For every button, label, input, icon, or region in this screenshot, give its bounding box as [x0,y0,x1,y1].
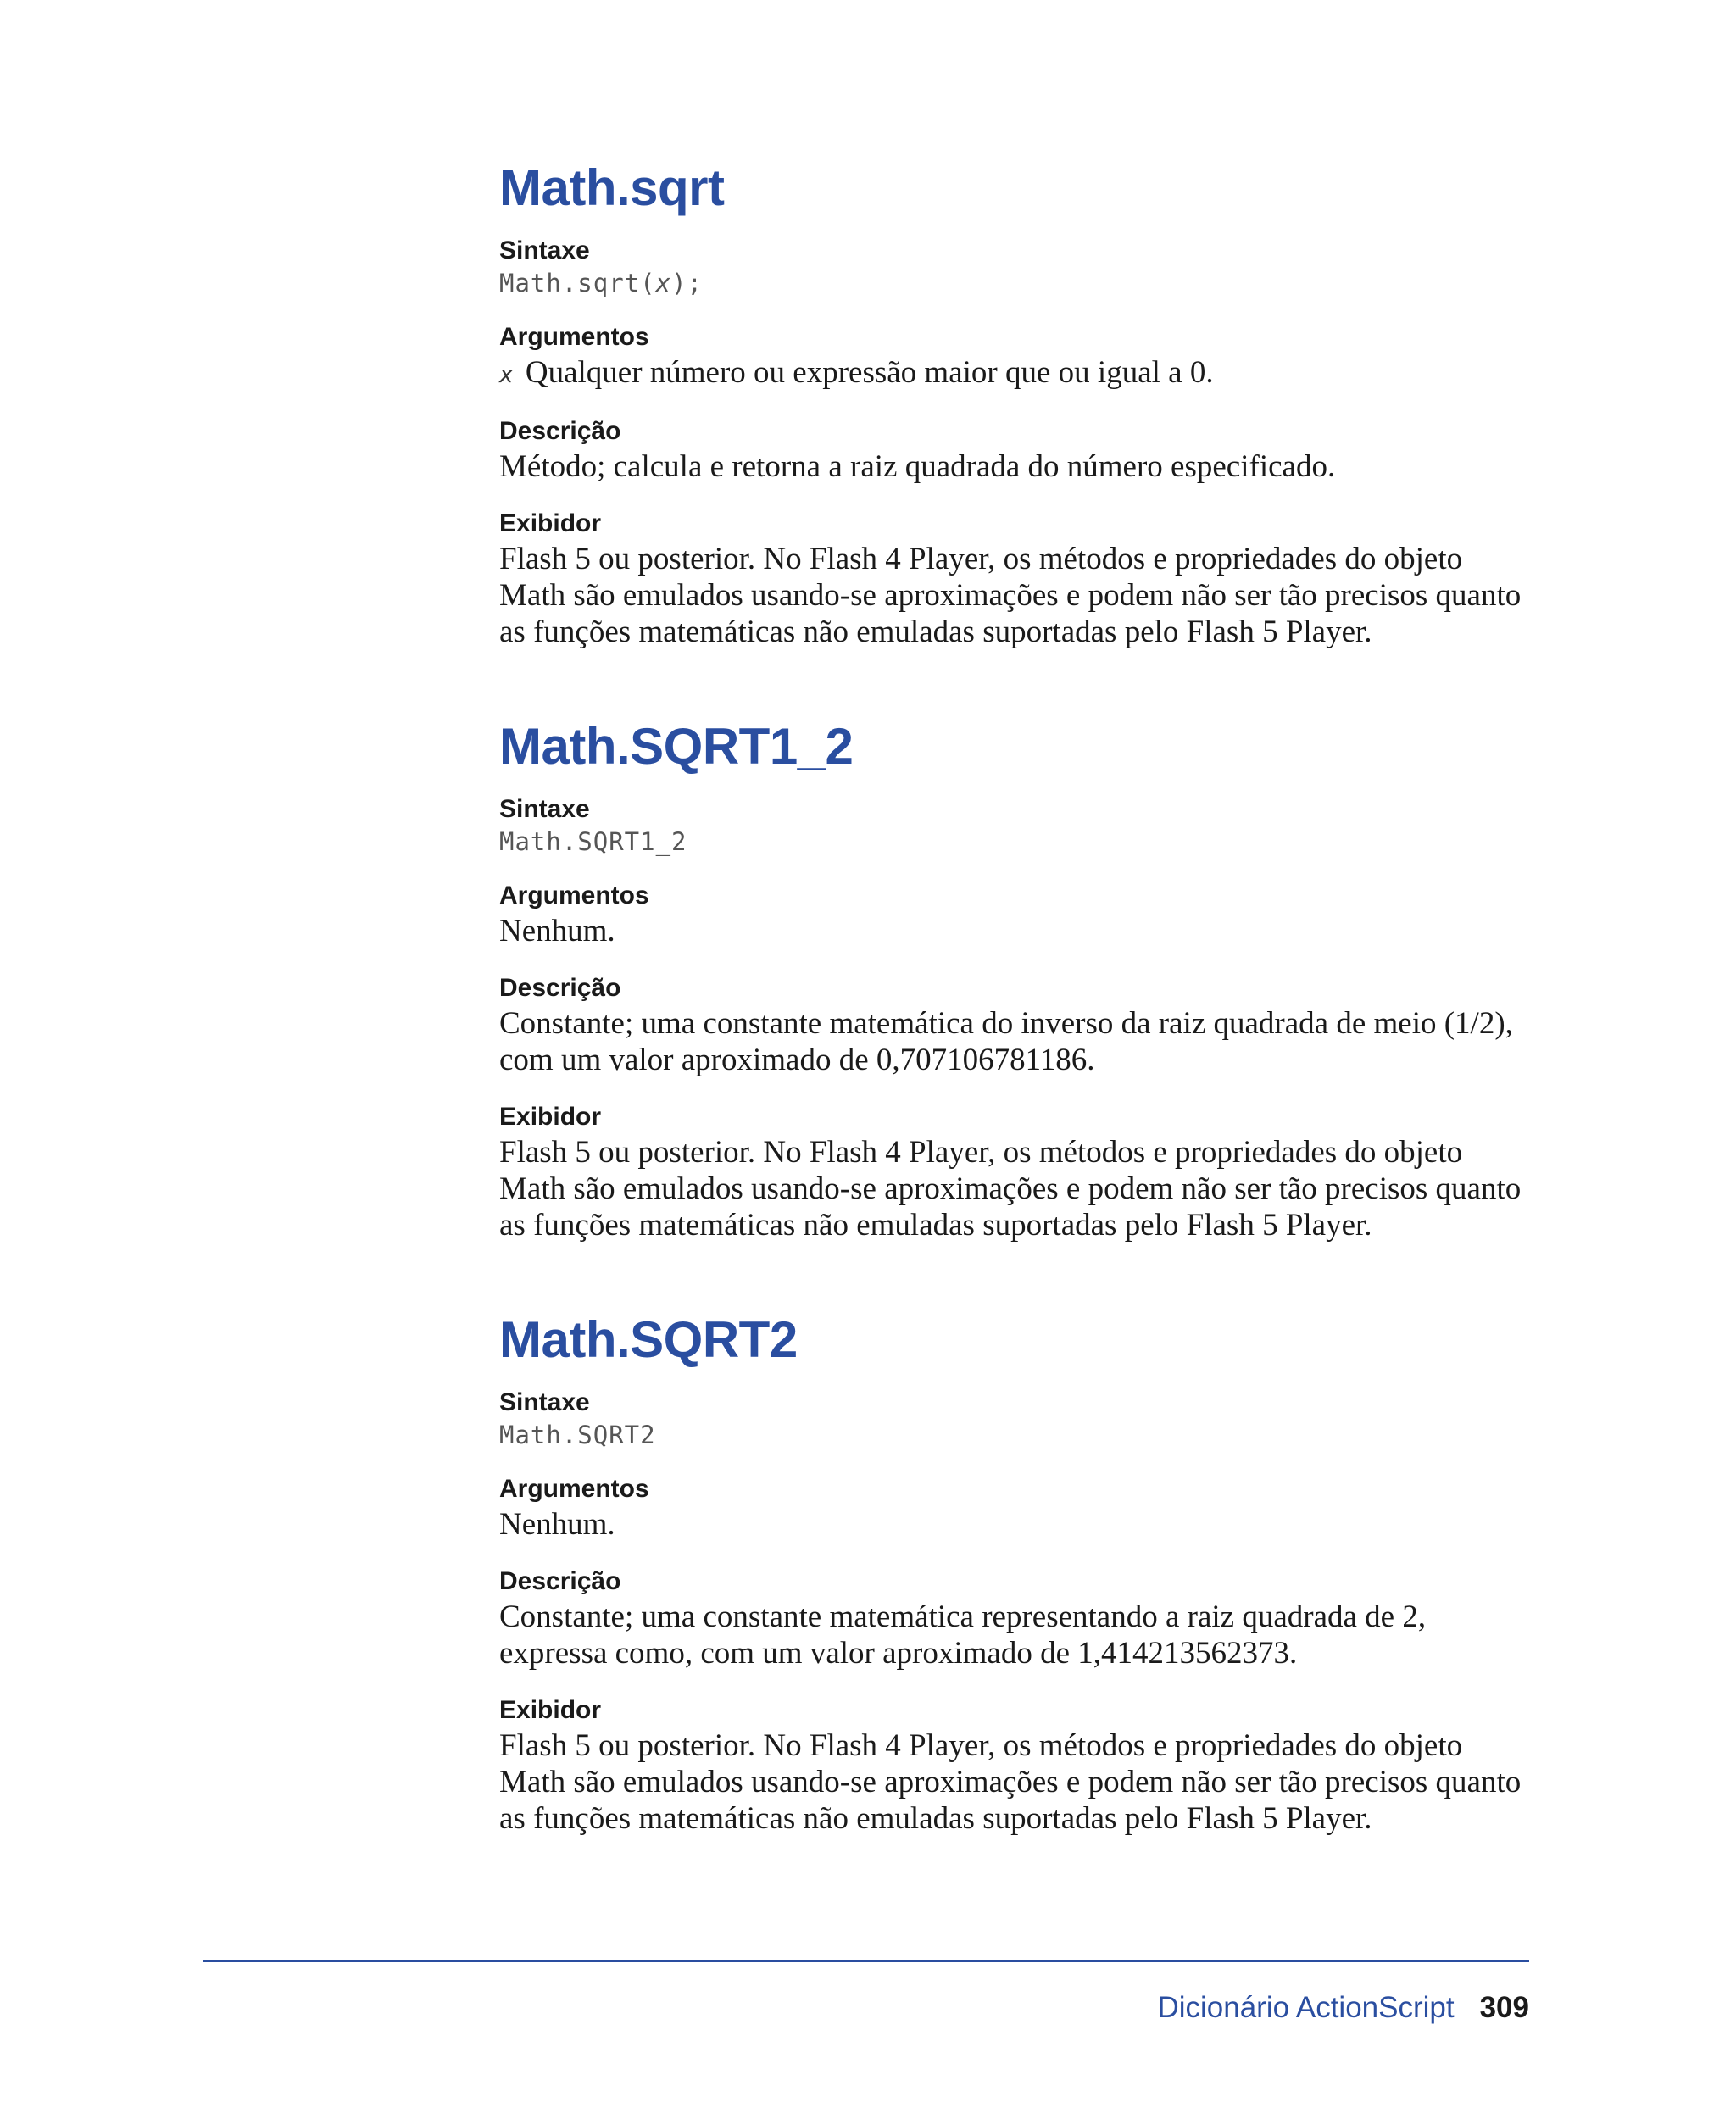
description-text [499,1599,1542,1671]
entry-title: Math.sqrt [499,159,725,216]
section-heading: Descrição [499,974,621,1002]
text-line: Math são emulados usando-se aproximações e podem não ser tão precisos quanto [499,578,1522,613]
syntax-prefix: Math.sqrt( [499,269,656,298]
section-heading: Descrição [499,417,621,445]
syntax-arg: x [655,269,672,298]
player-section [499,1695,1542,1837]
text-line: Constante; uma constante matemática do inverso da raiz quadrada de meio (1/2), [499,1006,1513,1041]
description-section [499,416,1542,485]
text-line: expressa como, com um valor aproximado de 1,414213562373. [499,1636,1298,1671]
section-heading: Argumentos [499,882,649,909]
arguments-text: Nenhum. [499,914,615,948]
player-text [499,1727,1542,1837]
entry-math-sqrt2 [499,1310,1542,1837]
entry-math-sqrt [499,158,1542,650]
entry-title: Math.SQRT2 [499,1311,798,1368]
section-heading: Descrição [499,1567,621,1595]
arguments-section [499,881,1542,949]
description-text: Método; calcula e retorna a raiz quadrada do número especificado. [499,449,1336,484]
text-line: Flash 5 ou posterior. No Flash 4 Player, os métodos e propriedades do objeto [499,1728,1463,1763]
description-section [499,973,1542,1078]
text-line: Math são emulados usando-se aproximações e podem não ser tão precisos quanto [499,1765,1522,1799]
section-heading: Argumentos [499,1475,649,1503]
syntax-code: Math.SQRT1_2 [499,827,687,856]
footer-divider [203,1960,1529,1962]
syntax-section [499,794,1542,857]
player-text [499,1134,1542,1243]
text-line: as funções matemáticas não emuladas suportadas pelo Flash 5 Player. [499,615,1372,649]
text-line: Flash 5 ou posterior. No Flash 4 Player, os métodos e propriedades do objeto [499,1135,1463,1170]
syntax-code [499,268,1542,298]
description-text [499,1005,1542,1078]
section-heading: Exibidor [499,509,602,537]
text-line: as funções matemáticas não emuladas suportadas pelo Flash 5 Player. [499,1208,1372,1243]
section-heading: Exibidor [499,1696,602,1724]
arguments-section [499,1474,1542,1543]
player-section [499,509,1542,650]
text-line: Flash 5 ou posterior. No Flash 4 Player, os métodos e propriedades do objeto [499,542,1463,576]
syntax-code: Math.SQRT2 [499,1421,656,1449]
text-line: com um valor aproximado de 0,707106781186. [499,1043,1095,1077]
syntax-section [499,236,1542,298]
player-section [499,1102,1542,1243]
page-footer [1157,1990,1529,2026]
syntax-section [499,1388,1542,1450]
section-heading: Argumentos [499,323,649,351]
arguments-text: Nenhum. [499,1507,615,1542]
text-line: Constante; uma constante matemática representando a raiz quadrada de 2, [499,1599,1427,1634]
section-heading: Sintaxe [499,795,590,823]
text-line: as funções matemáticas não emuladas suportadas pelo Flash 5 Player. [499,1801,1372,1836]
footer-title: Dicionário ActionScript [1157,1991,1455,2024]
syntax-suffix: ); [671,269,703,298]
arguments-section [499,322,1542,392]
argument-name: x [499,360,514,388]
entry-math-sqrt1-2 [499,716,1542,1243]
player-text [499,541,1542,650]
section-heading: Exibidor [499,1103,602,1131]
page-number: 309 [1479,1991,1529,2024]
argument-description: Qualquer número ou expressão maior que ou igual a 0. [525,355,1214,390]
arguments-text [499,354,1542,392]
description-section [499,1566,1542,1671]
text-line: Math são emulados usando-se aproximações e podem não ser tão precisos quanto [499,1171,1522,1206]
section-heading: Sintaxe [499,236,590,264]
page-content [499,158,1542,1837]
entry-title: Math.SQRT1_2 [499,718,854,775]
section-heading: Sintaxe [499,1388,590,1416]
